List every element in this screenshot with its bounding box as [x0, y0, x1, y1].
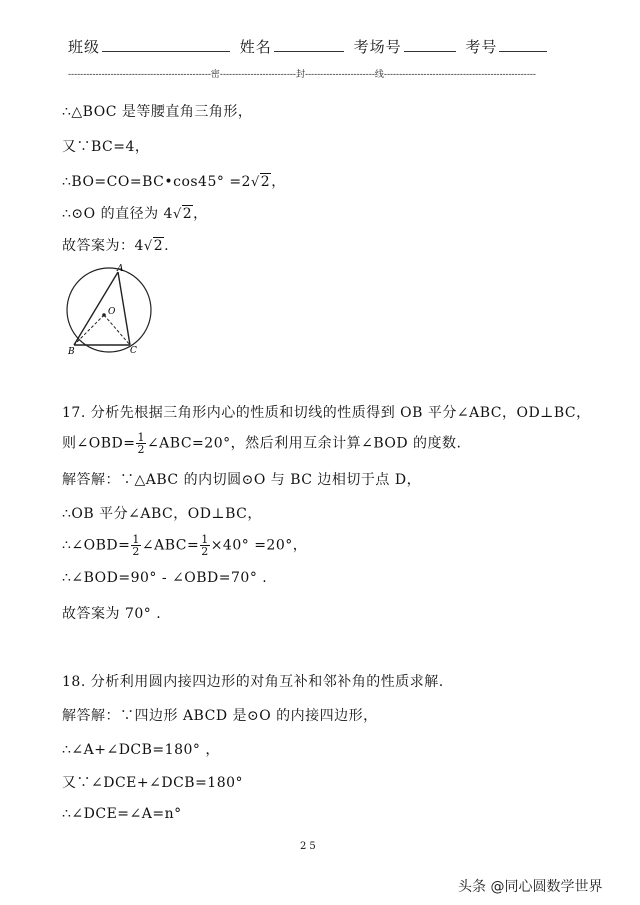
- q17-analysis-line-2: 则∠OBD= $\frac{1}{2}$ ∠ABC=20°，然后利用互余计算∠BOD 的度数.: [62, 431, 462, 456]
- sqrt-symbol: √2: [250, 174, 271, 190]
- room-blank: [404, 37, 456, 52]
- q18-solve: 解答解：∵四边形 ABCD 是⊙O 的内接四边形，: [62, 708, 378, 724]
- q17-step-2: ∴∠OBD= $\frac{1}{2}$ ∠ABC= $\frac{1}{2}$ ×40° =20°，: [62, 533, 308, 558]
- circle-triangle-figure: [60, 262, 160, 358]
- solution-line-2: 又∵BC=4，: [62, 139, 150, 155]
- room-label: 考场号: [353, 38, 402, 56]
- label-b: B: [68, 347, 75, 357]
- exam-header: [68, 36, 551, 57]
- class-label: 班级: [68, 38, 101, 56]
- solution-line-3: ∴BO=CO=BC•cos45° =2√2，: [62, 174, 286, 190]
- q18-intro: 18. 分析利用圆内接四边形的对角互补和邻补角的性质求解.: [62, 674, 444, 690]
- fraction-half: $\frac{1}{2}$: [201, 533, 209, 558]
- solution-line-5: 故答案为：4√2.: [62, 238, 170, 254]
- q18-step-3: ∴∠DCE=∠A=n°: [62, 806, 182, 822]
- fraction-half: $\frac{1}{2}$: [137, 431, 145, 456]
- q17-intro: 17. 分析先根据三角形内心的性质和切线的性质得到 OB 平分∠ABC，OD⊥BC，: [62, 405, 591, 421]
- label-a: A: [117, 264, 124, 274]
- sqrt-symbol: √2: [172, 206, 193, 222]
- q18-step-2: 又∵∠DCE+∠DCB=180°: [62, 775, 244, 791]
- name-blank: [274, 37, 344, 52]
- class-blank: [102, 37, 230, 52]
- sqrt-symbol: √2: [143, 238, 164, 254]
- side-ac: [118, 272, 130, 345]
- fraction-half: $\frac{1}{2}$: [132, 533, 140, 558]
- solution-line-4: ∴⊙O 的直径为 4√2，: [62, 206, 208, 222]
- q17-solve: 解答解：∵△ABC 的内切圆⊙O 与 BC 边相切于点 D，: [62, 472, 422, 488]
- label-o: O: [108, 307, 116, 317]
- q17-step-3: ∴∠BOD=90° - ∠OBD=70° .: [62, 570, 268, 586]
- page-number: 25: [300, 841, 319, 852]
- solution-line-1: ∴△BOC 是等腰直角三角形，: [62, 104, 253, 120]
- seat-blank: [499, 37, 547, 52]
- label-c: C: [130, 346, 137, 356]
- q17-answer: 故答案为 70° .: [62, 606, 162, 622]
- name-label: 姓名: [239, 38, 272, 56]
- source-watermark: 头条 @同心圆数学世界: [458, 879, 603, 895]
- seat-label: 考号: [465, 38, 498, 56]
- q17-step-1: ∴OB 平分∠ABC，OD⊥BC，: [62, 506, 262, 522]
- seal-line: -----------------------------------------------密-------------------------封-----------------------线--------------------------------------------------: [68, 70, 536, 80]
- center-dot: [102, 313, 106, 317]
- q18-step-1: ∴∠A+∠DCB=180° ，: [62, 742, 220, 758]
